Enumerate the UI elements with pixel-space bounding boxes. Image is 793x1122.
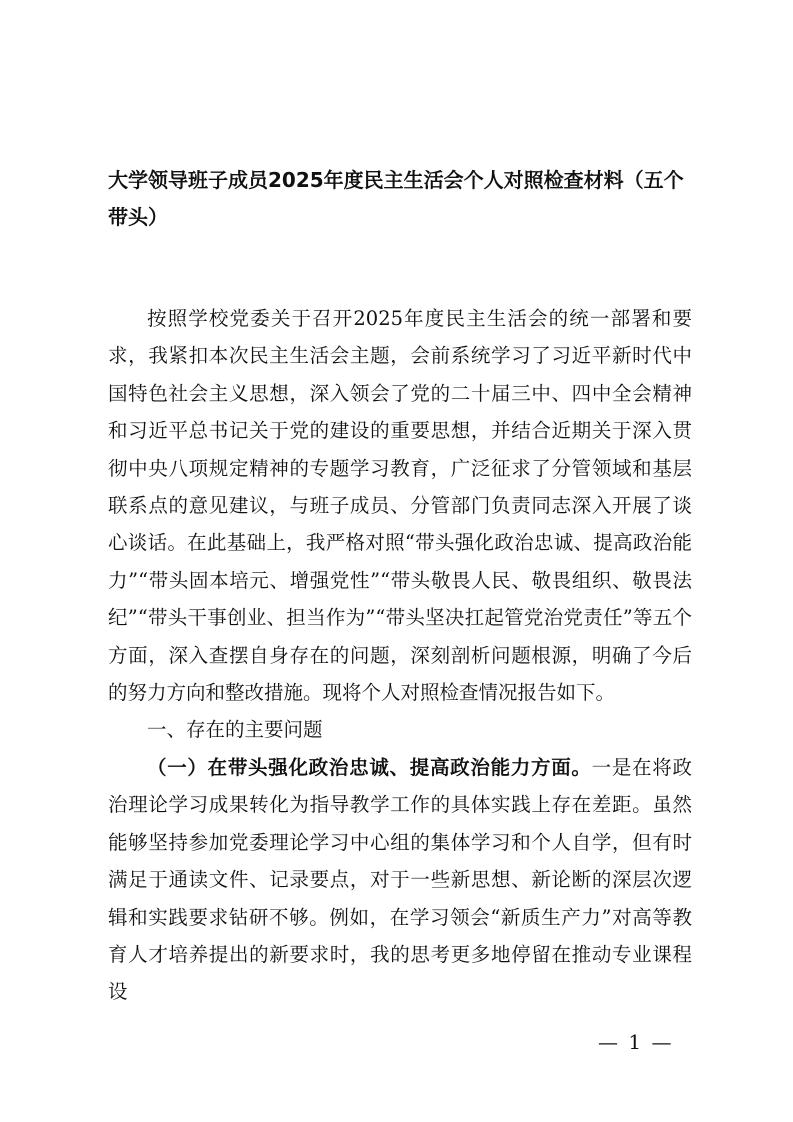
subsection-text: 一是在将政治理论学习成果转化为指导教学工作的具体实践上存在差距。虽然能够坚持参加党委理论学习中心组的集体学习和个人自学，但有时满足于通读文件、记录要点，对于一些新思想、新论断的深层次逻辑和实践要求钻研不够。例如，在学习领会“新质生产力”对高等教育人才培养提出的新要求时，我的思考更多地停留在推动专业课程设 [108,755,692,1004]
section-heading: 一、存在的主要问题 [147,718,323,742]
intro-paragraph: 按照学校党委关于召开2025年度民主生活会的统一部署和要求，我紧扣本次民主生活会主题，会前系统学习了习近平新时代中国特色社会主义思想，深入领会了党的二十届三中、四中全会精神和习近平总书记关于党的建设的重要思想，并结合近期关于深入贯彻中央八项规定精神的专题学习教育，广泛征求了分管领域和基层联系点的意见建议，与班子成员、分管部门负责同志深入开展了谈心谈话。在此基础上，我严格对照“带头强化政治忠诚、提高政治能力”“带头固本培元、增强党性”“带头敬畏人民、敬畏组织、敬畏法纪”“带头干事创业、担当作为”“带头坚决扛起管党治党责任”等五个方面，深入查摆自身存在的问题，深刻剖析问题根源，明确了今后的努力方向和整改措施。现将个人对照检查情况报告如下。 [108,307,692,705]
page-number: — 1 — [598,1030,674,1054]
document-body [108,300,692,1011]
document-title: 大学领导班子成员2025年度民主生活会个人对照检查材料（五个带头） [108,168,684,229]
subsection-lead: （一）在带头强化政治忠诚、提高政治能力方面。 [147,755,592,779]
subsection-paragraph [108,749,692,1011]
